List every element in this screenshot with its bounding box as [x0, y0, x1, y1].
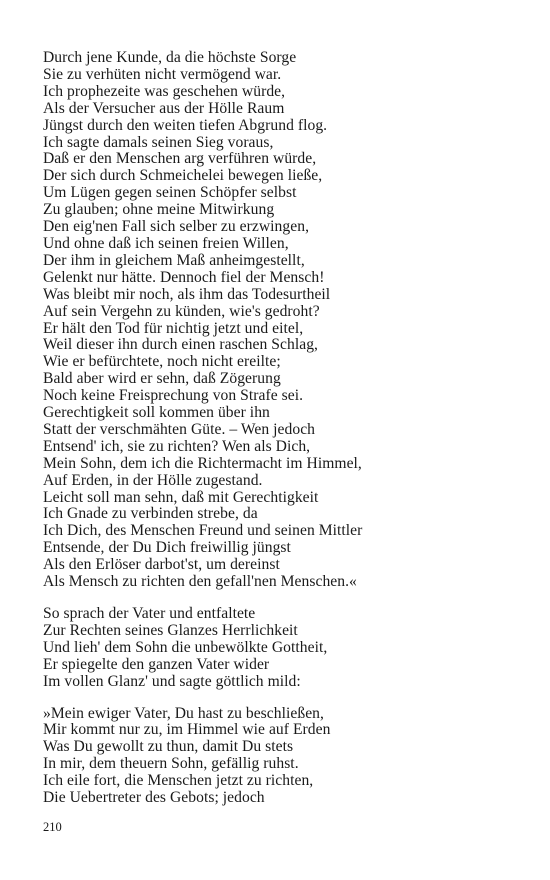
verse-line: Gelenkt nur hätte. Dennoch fiel der Mensch!: [43, 268, 325, 286]
verse-line: Und ohne daß ich seinen freien Willen,: [43, 234, 289, 252]
page-number: 210: [43, 820, 62, 834]
verse-line: Ich Gnade zu verbinden strebe, da: [43, 505, 258, 523]
verse-line: Im vollen Glanz' und sagte göttlich mild:: [43, 672, 301, 690]
verse-line: Wie er befürchtete, noch nicht ereilte;: [43, 353, 281, 371]
verse-line: Jüngst durch den weiten tiefen Abgrund flog.: [43, 116, 328, 134]
verse-line: Sie zu verhüten nicht vermögend war.: [43, 65, 282, 83]
verse-line: Ich Dich, des Menschen Freund und seinen Mittler: [43, 522, 363, 540]
verse-line: Mir kommt nur zu, im Himmel wie auf Erden: [43, 721, 331, 739]
verse-line: Und lieh' dem Sohn die unbewölkte Gottheit,: [43, 638, 328, 656]
stanza: [43, 706, 523, 807]
verse-line: Leicht soll man sehn, daß mit Gerechtigkeit: [43, 488, 319, 506]
verse-line: In mir, dem theuern Sohn, gefällig ruhst.: [43, 755, 299, 773]
verse-line: Als den Erlöser darbot'st, um dereinst: [43, 556, 280, 574]
poem-text: [43, 50, 523, 822]
verse-line: Entsende, der Du Dich freiwillig jüngst: [43, 539, 291, 557]
stanza: [43, 606, 523, 691]
verse-line: Den eig'nen Fall sich selber zu erzwingen,: [43, 218, 310, 236]
verse-line: Bald aber wird er sehn, daß Zögerung: [43, 370, 281, 388]
verse-line: Um Lügen gegen seinen Schöpfer selbst: [43, 184, 297, 202]
verse-line: Daß er den Menschen arg verführen würde,: [43, 150, 317, 168]
verse-line: Die Uebertreter des Gebots; jedoch: [43, 789, 265, 807]
verse-line: Mein Sohn, dem ich die Richtermacht im Himmel,: [43, 454, 362, 472]
verse-line: Gerechtigkeit soll kommen über ihn: [43, 404, 270, 422]
verse-line: »Mein ewiger Vater, Du hast zu beschließen,: [43, 704, 324, 722]
verse-line: Er hält den Tod für nichtig jetzt und eitel,: [43, 319, 304, 337]
verse-line: Durch jene Kunde, da die höchste Sorge: [43, 49, 297, 66]
verse-line: Auf Erden, in der Hölle zugestand.: [43, 471, 263, 489]
verse-line: Ich prophezeite was geschehen würde,: [43, 82, 286, 100]
verse-line: Auf sein Vergehn zu künden, wie's gedroht?: [43, 302, 320, 320]
verse-line: Als der Versucher aus der Hölle Raum: [43, 99, 285, 117]
verse-line: So sprach der Vater und entfaltete: [43, 605, 256, 622]
verse-line: Ich eile fort, die Menschen jetzt zu richten,: [43, 772, 314, 790]
verse-line: Als Mensch zu richten den gefall'nen Menschen.«: [43, 573, 357, 591]
verse-line: Weil dieser ihn durch einen raschen Schlag,: [43, 336, 318, 354]
verse-line: Noch keine Freisprechung von Strafe sei.: [43, 387, 304, 405]
verse-line: Zu glauben; ohne meine Mitwirkung: [43, 201, 275, 219]
verse-line: Was bleibt mir noch, als ihm das Todesurtheil: [43, 285, 331, 303]
verse-line: Er spiegelte den ganzen Vater wider: [43, 655, 270, 673]
verse-line: Statt der verschmähten Güte. – Wen jedoch: [43, 420, 316, 438]
verse-line: Ich sagte damals seinen Sieg voraus,: [43, 133, 274, 151]
verse-line: Zur Rechten seines Glanzes Herrlichkeit: [43, 621, 298, 639]
verse-line: Was Du gewollt zu thun, damit Du stets: [43, 738, 294, 756]
verse-line: Entsend' ich, sie zu richten? Wen als Dich,: [43, 437, 311, 455]
verse-line: Der ihm in gleichem Maß anheimgestellt,: [43, 251, 305, 269]
stanza: [43, 50, 523, 591]
verse-line: Der sich durch Schmeichelei bewegen ließe,: [43, 167, 323, 185]
